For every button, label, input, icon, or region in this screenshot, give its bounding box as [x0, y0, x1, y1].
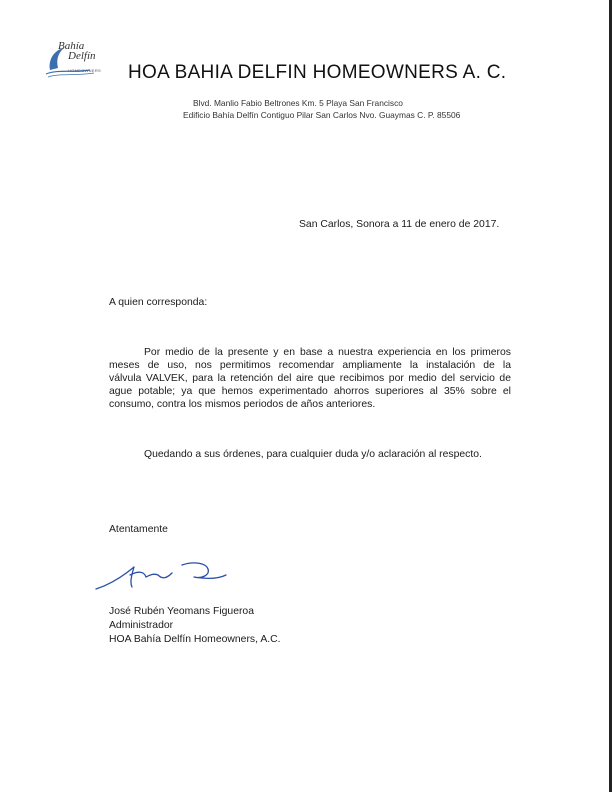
address-line-1: Blvd. Manlio Fabio Beltrones Km. 5 Playa San Francisco: [193, 98, 403, 108]
salutation: A quien corresponda:: [109, 297, 208, 308]
paragraph-line: Por medio de la presente y en base a nuestra experiencia en los primeros: [144, 347, 511, 358]
signer-organization: HOA Bahía Delfín Homeowners, A.C.: [109, 634, 281, 645]
paragraph-line: meses de uso, nos permitimos recomendar ampliamente la instalación de la: [109, 360, 511, 371]
signer-block: [109, 605, 281, 647]
paragraph-line: ague potable; ya que hemos experimentado ahorros superiores al 35% sobre el: [109, 386, 511, 397]
logo-wordmark-line1: Bahía: [58, 40, 85, 52]
body-paragraph: [109, 346, 511, 411]
organization-name: HOA BAHIA DELFIN HOMEOWNERS A. C.: [128, 62, 507, 83]
handwritten-signature: [94, 555, 234, 595]
regards: Atentamente: [109, 524, 168, 535]
address-line-2: Edificio Bahía Delfín Contiguo Pilar San Carlos Nvo. Guaymas C. P. 85506: [183, 110, 461, 120]
closing-line: Quedando a sus órdenes, para cualquier duda y/o aclaración al respecto.: [144, 449, 482, 460]
letter-date: San Carlos, Sonora a 11 de enero de 2017.: [299, 219, 500, 230]
logo-wordmark-line2: Delfín: [68, 50, 96, 62]
paragraph-line: válvula VALVEK, para la retención del aire que recibimos por medio del servicio de: [109, 373, 511, 384]
logo-tagline: HOMEOWNERS: [68, 68, 101, 73]
signer-name: José Rubén Yeomans Figueroa: [109, 606, 254, 617]
signer-title: Administrador: [109, 620, 174, 631]
paragraph-line: consumo, contra los mismos periodos de años anteriores.: [109, 399, 376, 410]
bahia-delfin-logo: [44, 40, 106, 80]
